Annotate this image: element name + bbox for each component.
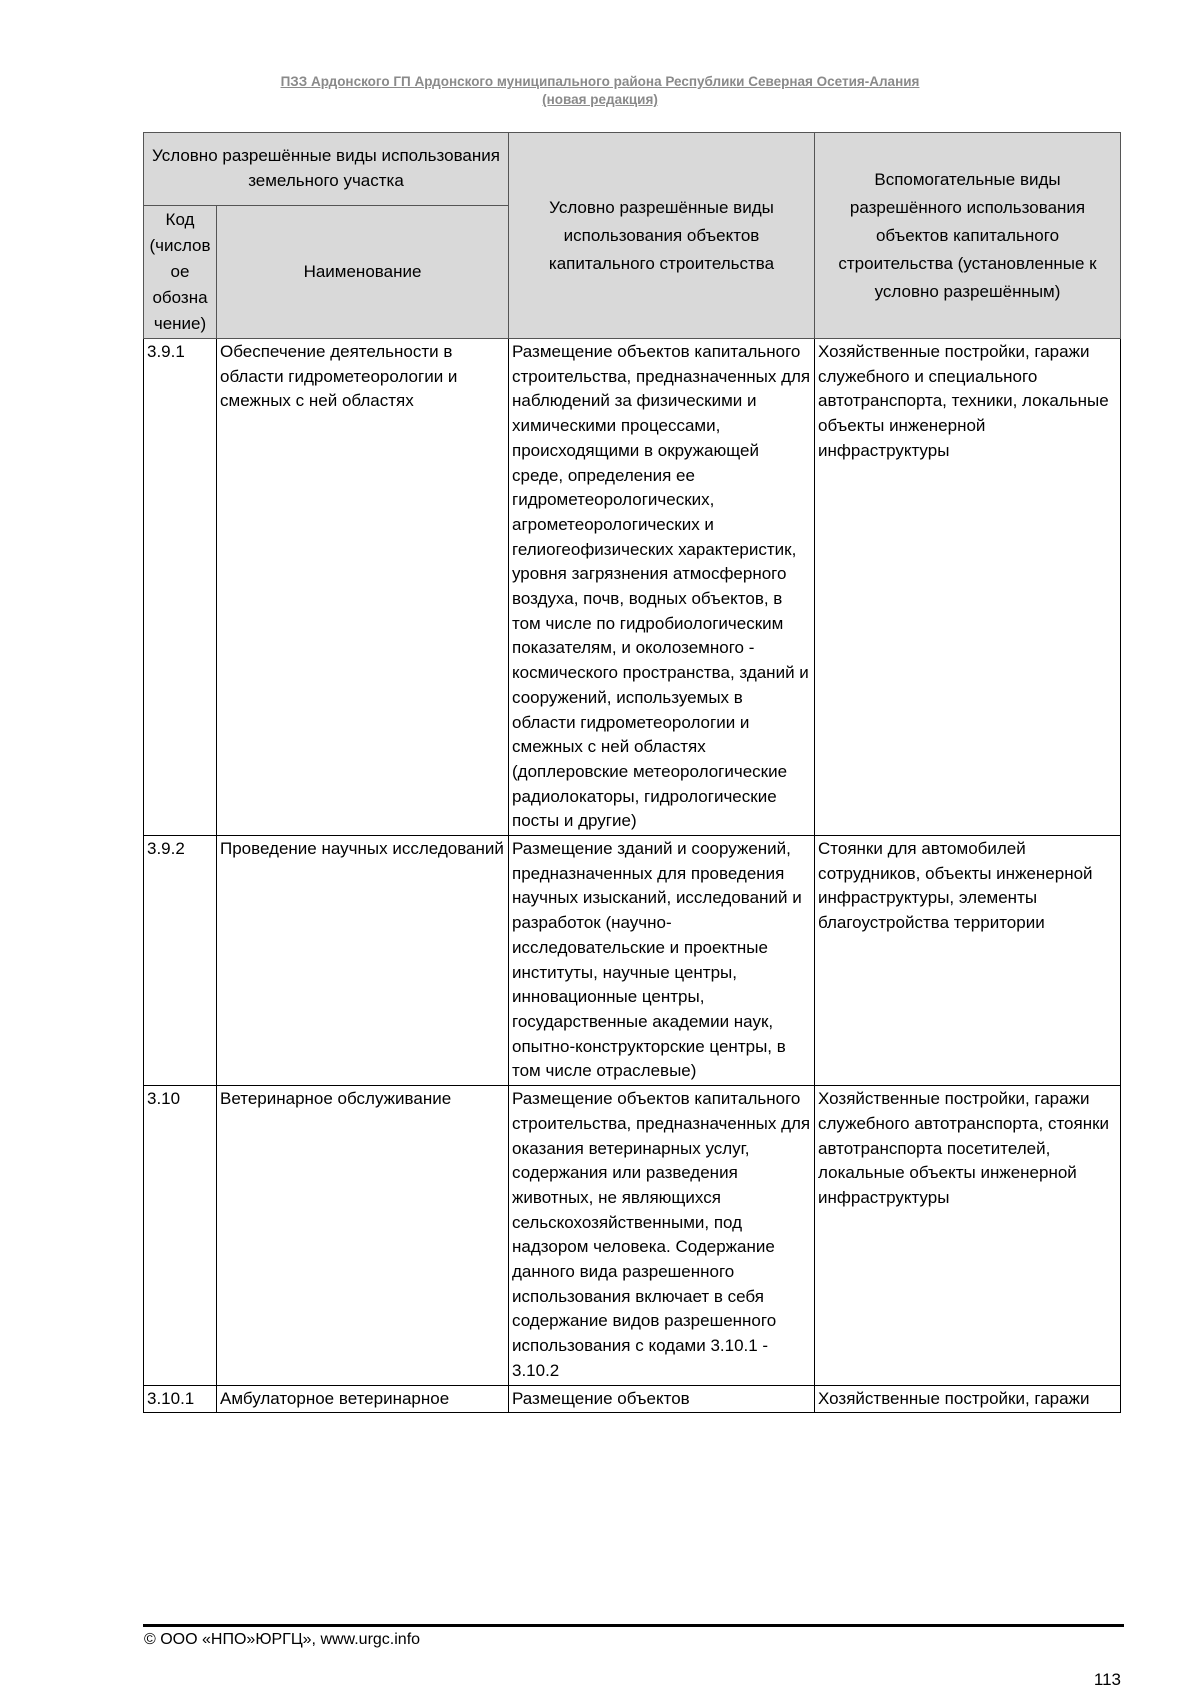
table-row (144, 1086, 1121, 1385)
running-header (0, 73, 1200, 109)
cell-objects: Размещение зданий и сооружений, предназначенных для проведения научных изысканий, исследований и разработок (научно-исследовательские и проектные институты, научные центры, инновационные центры, государственные академии наук, опытно-конструкторские центры, в том числе отраслевые) (509, 836, 815, 1086)
table-row (144, 1385, 1121, 1413)
table-row (144, 836, 1121, 1086)
cell-name: Амбулаторное ветеринарное (217, 1385, 509, 1413)
header-name: Наименование (217, 206, 509, 339)
header-row-top (144, 133, 1121, 206)
footer-divider (143, 1624, 1124, 1627)
cell-objects: Размещение объектов капитального строительства, предназначенных для оказания ветеринарных услуг, содержания или разведения животных, не являющихся сельскохозяйственными, под надзором человека. Содержание данного вида разрешенного использования включает в себя содержание видов разрешенного использования с кодами 3.10.1 - 3.10.2 (509, 1086, 815, 1385)
header-auxiliary-uses: Вспомогательные виды разрешённого использования объектов капитального строительства (установленные к условно разрешённым) (815, 133, 1121, 339)
footer-copyright: © ООО «НПО»ЮРГЦ», www.urgc.info (144, 1631, 421, 1648)
header-capital-objects: Условно разрешённые виды использования объектов капитального строительства (509, 133, 815, 339)
header-land-group: Условно разрешённые виды использования земельного участка (144, 133, 509, 206)
cell-objects: Размещение объектов (509, 1385, 815, 1413)
cell-name: Проведение научных исследований (217, 836, 509, 1086)
cell-name: Ветеринарное обслуживание (217, 1086, 509, 1385)
header-subtitle: (новая редакция) (542, 92, 658, 107)
table-row (144, 339, 1121, 836)
cell-objects: Размещение объектов капитального строительства, предназначенных для наблюдений за физическими и химическими процессами, происходящими в окружающей среде, определения ее гидрометеорологических, агрометеорологических и гелиогеофизических характеристик, уровня загрязнения атмосферного воздуха, почв, водных объектов, в том числе по гидробиологическим показателям, и околоземного - космического пространства, зданий и сооружений, используемых в области гидрометеорологии и смежных с ней областях (доплеровские метеорологические радиолокаторы, гидрологические посты и другие) (509, 339, 815, 836)
cell-code: 3.10.1 (144, 1385, 217, 1413)
cell-code: 3.9.1 (144, 339, 217, 836)
land-use-table (143, 132, 1121, 1413)
page-number: 113 (1093, 1670, 1121, 1689)
cell-name: Обеспечение деятельности в области гидрометеорологии и смежных с ней областях (217, 339, 509, 836)
header-title: ПЗЗ Ардонского ГП Ардонского муниципального района Республики Северная Осетия-Алания (280, 74, 920, 89)
cell-code: 3.9.2 (144, 836, 217, 1086)
cell-auxiliary: Хозяйственные постройки, гаражи служебного и специального автотранспорта, техники, локальные объекты инженерной инфраструктуры (815, 339, 1121, 836)
cell-auxiliary: Стоянки для автомобилей сотрудников, объекты инженерной инфраструктуры, элементы благоустройства территории (815, 836, 1121, 1086)
cell-auxiliary: Хозяйственные постройки, гаражи служебного автотранспорта, стоянки автотранспорта посетителей, локальные объекты инженерной инфраструктуры (815, 1086, 1121, 1385)
header-code: Код (числов ое обозна чение) (144, 206, 217, 339)
cell-code: 3.10 (144, 1086, 217, 1385)
cell-auxiliary: Хозяйственные постройки, гаражи (815, 1385, 1121, 1413)
